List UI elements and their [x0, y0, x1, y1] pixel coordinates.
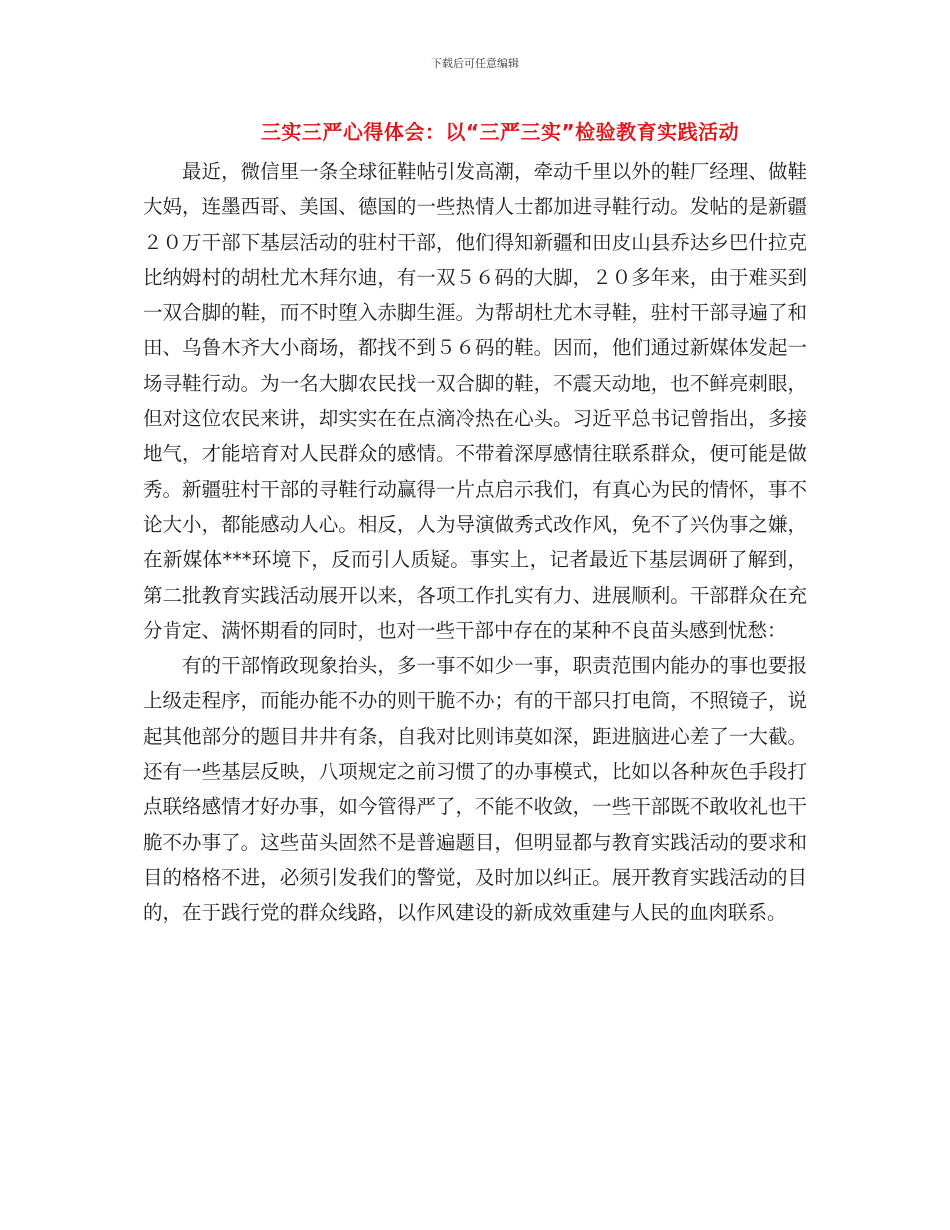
header-note: 下载后可任意编辑 — [431, 57, 519, 70]
paragraph-1: 最近，微信里一条全球征鞋帖引发高潮，牵动千里以外的鞋厂经理、做鞋大妈，连墨西哥、美国、德国的一些热情人士都加进寻鞋行动。发帖的是新疆２０万干部下基层活动的驻村干部，他们得知新疆和田皮山县乔达乡巴什拉克比纳姆村的胡杜尤木拜尔迪，有一双５６码的大脚，２０多年来，由于难买到一双合脚的鞋，而不时堕入赤脚生涯。为帮胡杜尤木寻鞋，驻村干部寻遍了和田、乌鲁木齐大小商场，都找不到５６码的鞋。因而，他们通过新媒体发起一场寻鞋行动。为一名大脚农民找一双合脚的鞋，不震天动地，也不鲜亮刺眼，但对这位农民来讲，却实实在在点滴冷热在心头。习近平总书记曾指出，多接地气，才能培育对人民群众的感情。不带着深厚感情往联系群众，便可能是做秀。新疆驻村干部的寻鞋行动赢得一片点启示我们，有真心为民的情怀，事不论大小，都能感动人心。相反，人为导演做秀式改作风，免不了兴伪事之嫌，在新媒体***环境下，反而引人质疑。事实上，记者最近下基层调研了解到，第二批教育实践活动展开以来，各项工作扎实有力、进展顺利。干部群众在充分肯定、满怀期看的同时，也对一些干部中存在的某种不良苗头感到忧愁： — [143, 160, 807, 642]
document-body — [143, 154, 807, 931]
document-title: 三实三严心得体会：以“三严三实”检验教育实践活动 — [260, 120, 740, 144]
paragraph-2: 有的干部惰政现象抬头，多一事不如少一事，职责范围内能办的事也要报上级走程序，而能办能不办的则干脆不办；有的干部只打电筒，不照镜子，说起其他部分的题目井井有条，自我对比则讳莫如深，距进脑进心差了一大截。还有一些基层反映，八项规定之前习惯了的办事模式，比如以各种灰色手段打点联络感情才好办事，如今管得严了，不能不收敛，一些干部既不敢收礼也干脆不办事了。这些苗头固然不是普遍题目，但明显都与教育实践活动的要求和目的格格不进，必须引发我们的警觉，及时加以纠正。展开教育实践活动的目的，在于践行党的群众线路，以作风建设的新成效重建与人民的血肉联系。 — [143, 654, 807, 925]
